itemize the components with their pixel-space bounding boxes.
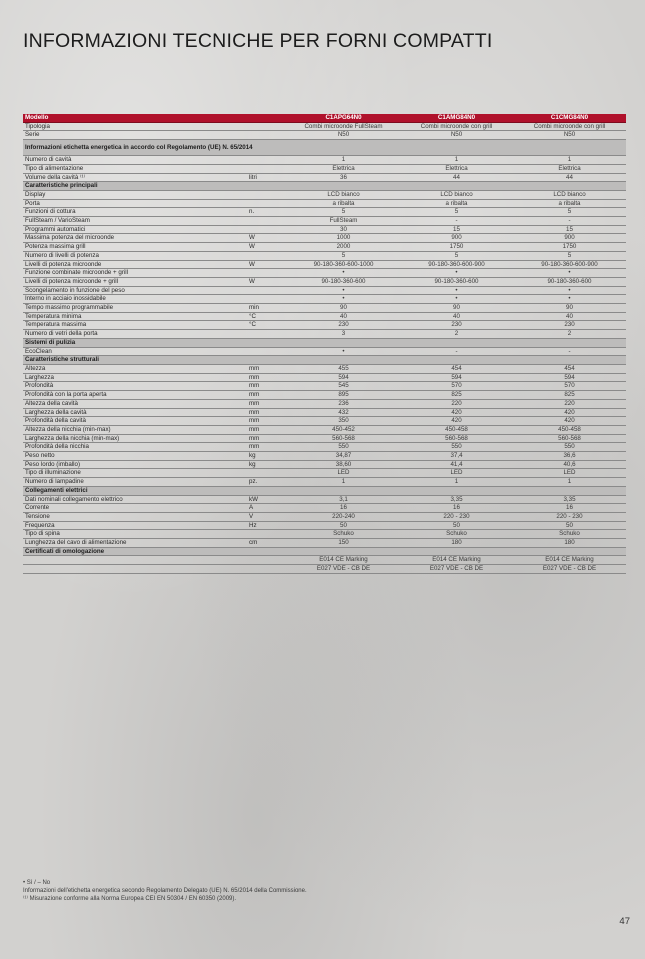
row-value: 560-568	[513, 434, 626, 443]
row-value: 1750	[400, 243, 513, 252]
row-unit: A	[247, 504, 287, 513]
row-value: 5	[287, 251, 400, 260]
table-row	[23, 565, 626, 574]
row-value: 570	[400, 382, 513, 391]
row-value: 230	[400, 321, 513, 330]
row-value: Combi microonde con grill	[513, 122, 626, 131]
row-value: 36,6	[513, 452, 626, 461]
row-value: LED	[400, 469, 513, 478]
table-row	[23, 391, 626, 400]
row-label: Numero di vetri della porta	[23, 330, 247, 339]
row-label: Potenza massima grill	[23, 243, 247, 252]
row-value: 37,4	[400, 452, 513, 461]
row-value: FullSteam	[287, 217, 400, 226]
row-value: 90	[287, 304, 400, 313]
table-row	[23, 199, 626, 208]
row-label: Numero di livelli di potenza	[23, 251, 247, 260]
row-value: 1	[400, 478, 513, 487]
row-value: 420	[513, 417, 626, 426]
row-value: 220-240	[287, 512, 400, 521]
row-label: Livelli di potenza microonde	[23, 260, 247, 269]
row-value: 3,1	[287, 495, 400, 504]
row-label: Tipo di alimentazione	[23, 164, 247, 173]
row-value: 44	[400, 173, 513, 182]
row-label: Serie	[23, 131, 247, 140]
section-header-row	[23, 182, 626, 191]
row-value: 900	[400, 234, 513, 243]
section-title: Sistemi di pulizia	[23, 338, 626, 347]
row-label: Programmi automatici	[23, 225, 247, 234]
row-unit: Hz	[247, 521, 287, 530]
row-unit: mm	[247, 382, 287, 391]
section-title: Certificati di omologazione	[23, 547, 626, 556]
row-value: N50	[513, 131, 626, 140]
row-value: 90-180-360-600-1000	[287, 260, 400, 269]
row-unit: W	[247, 260, 287, 269]
row-label: Altezza della cavità	[23, 399, 247, 408]
section-title: Caratteristiche strutturali	[23, 356, 626, 365]
row-value: 220	[400, 399, 513, 408]
header-label: Modello	[23, 114, 247, 122]
table-row	[23, 417, 626, 426]
row-value: 455	[287, 364, 400, 373]
row-unit	[247, 469, 287, 478]
table-row	[23, 164, 626, 173]
row-value: 90	[400, 304, 513, 313]
table-row	[23, 408, 626, 417]
row-value: 1	[287, 156, 400, 165]
table-row	[23, 208, 626, 217]
row-label: Temperatura minima	[23, 312, 247, 321]
table-row	[23, 530, 626, 539]
section-header-row	[23, 140, 626, 156]
row-value: 5	[513, 251, 626, 260]
row-value: •	[513, 269, 626, 278]
row-unit	[247, 251, 287, 260]
row-value: 432	[287, 408, 400, 417]
row-value: 40	[400, 312, 513, 321]
table-row	[23, 156, 626, 165]
row-value: a ribalta	[400, 199, 513, 208]
row-label: Numero di cavità	[23, 156, 247, 165]
table-row	[23, 512, 626, 521]
table-row	[23, 347, 626, 356]
row-unit	[247, 164, 287, 173]
row-value: 420	[400, 417, 513, 426]
row-unit	[247, 122, 287, 131]
row-value: LCD bianco	[400, 190, 513, 199]
row-label: Tempo massimo programmabile	[23, 304, 247, 313]
table-row	[23, 443, 626, 452]
row-value: 90	[513, 304, 626, 313]
row-value: 450-458	[400, 425, 513, 434]
table-row	[23, 312, 626, 321]
row-label: Volume della cavità ⁽¹⁾	[23, 173, 247, 182]
row-unit: mm	[247, 443, 287, 452]
table-row	[23, 321, 626, 330]
row-value: N50	[287, 131, 400, 140]
row-value: 570	[513, 382, 626, 391]
row-unit: litri	[247, 173, 287, 182]
row-unit: W	[247, 277, 287, 286]
row-value: 40	[513, 312, 626, 321]
table-row	[23, 269, 626, 278]
row-label: Peso netto	[23, 452, 247, 461]
row-unit	[247, 190, 287, 199]
row-unit	[247, 565, 287, 574]
row-value: 825	[513, 391, 626, 400]
model-name: C1CMG84N0	[513, 114, 626, 122]
row-value: 16	[513, 504, 626, 513]
row-label: Temperatura massima	[23, 321, 247, 330]
table-row	[23, 539, 626, 548]
table-row	[23, 286, 626, 295]
row-value: 3,35	[400, 495, 513, 504]
row-value: 545	[287, 382, 400, 391]
row-unit: W	[247, 243, 287, 252]
row-value: 16	[287, 504, 400, 513]
row-value: 1000	[287, 234, 400, 243]
row-label: Tensione	[23, 512, 247, 521]
page-number: 47	[619, 916, 630, 927]
row-label: Larghezza	[23, 373, 247, 382]
row-label: FullSteam / VarioSteam	[23, 217, 247, 226]
table-row	[23, 504, 626, 513]
row-unit	[247, 156, 287, 165]
row-value: Elettrica	[400, 164, 513, 173]
row-value: 1	[287, 478, 400, 487]
row-unit	[247, 556, 287, 565]
row-value: 1	[513, 156, 626, 165]
row-value: 90-180-360-600	[287, 277, 400, 286]
row-value: •	[287, 286, 400, 295]
row-value: 180	[513, 539, 626, 548]
row-value: LED	[287, 469, 400, 478]
footnote-line: Informazioni dell'etichetta energetica secondo Regolamento Delegato (UE) N. 65/2014 della Commissione.	[23, 888, 307, 894]
row-value: Schuko	[287, 530, 400, 539]
row-unit: mm	[247, 373, 287, 382]
row-unit: kg	[247, 460, 287, 469]
row-value: 220 - 230	[400, 512, 513, 521]
row-value: 1	[400, 156, 513, 165]
row-unit: kg	[247, 452, 287, 461]
section-title: Informazioni etichetta energetica in accordo col Regolamento (UE) N. 65/2014	[23, 140, 626, 156]
row-value: 41,4	[400, 460, 513, 469]
row-value: 594	[287, 373, 400, 382]
row-value: 90-180-360-600	[513, 277, 626, 286]
row-value: 5	[400, 251, 513, 260]
table-row	[23, 521, 626, 530]
table-row	[23, 364, 626, 373]
row-value: 2000	[287, 243, 400, 252]
row-label: Dati nominali collegamento elettrico	[23, 495, 247, 504]
row-value: 350	[287, 417, 400, 426]
row-label: Larghezza della cavità	[23, 408, 247, 417]
row-value: 50	[287, 521, 400, 530]
table-row	[23, 330, 626, 339]
row-unit: mm	[247, 417, 287, 426]
table-row	[23, 425, 626, 434]
row-value: Schuko	[400, 530, 513, 539]
row-value: 40,6	[513, 460, 626, 469]
row-value: 5	[513, 208, 626, 217]
row-value: 40	[287, 312, 400, 321]
row-value: 420	[513, 408, 626, 417]
row-label: Tipologia	[23, 122, 247, 131]
row-unit: °C	[247, 321, 287, 330]
footnote-line: • Sì / – No	[23, 880, 51, 886]
section-header-row	[23, 486, 626, 495]
row-unit: W	[247, 234, 287, 243]
table-row	[23, 295, 626, 304]
table-row	[23, 173, 626, 182]
row-value: 454	[513, 364, 626, 373]
row-value: -	[513, 347, 626, 356]
row-value: -	[400, 347, 513, 356]
row-label: Lunghezza del cavo di alimentazione	[23, 539, 247, 548]
row-label: Interno in acciaio inossidabile	[23, 295, 247, 304]
row-value: 34,87	[287, 452, 400, 461]
row-value: 236	[287, 399, 400, 408]
row-label: Profondità della cavità	[23, 417, 247, 426]
row-value: Elettrica	[287, 164, 400, 173]
row-unit: mm	[247, 425, 287, 434]
table-row	[23, 460, 626, 469]
row-label	[23, 565, 247, 574]
row-label	[23, 556, 247, 565]
row-value: 2	[400, 330, 513, 339]
table-row	[23, 434, 626, 443]
row-label: Altezza	[23, 364, 247, 373]
row-unit	[247, 199, 287, 208]
row-value: •	[400, 269, 513, 278]
row-unit: mm	[247, 408, 287, 417]
table-row	[23, 382, 626, 391]
row-value: 44	[513, 173, 626, 182]
row-value: a ribalta	[513, 199, 626, 208]
row-value: 560-568	[287, 434, 400, 443]
row-value: E027 VDE - CB DE	[400, 565, 513, 574]
table-row	[23, 225, 626, 234]
row-value: E014 CE Marking	[287, 556, 400, 565]
row-value: Elettrica	[513, 164, 626, 173]
row-label: Massima potenza del microonde	[23, 234, 247, 243]
row-label: Profondità con la porta aperta	[23, 391, 247, 400]
row-unit	[247, 225, 287, 234]
row-label: Altezza della nicchia (min-max)	[23, 425, 247, 434]
table-row	[23, 373, 626, 382]
table-row	[23, 277, 626, 286]
row-value: •	[400, 286, 513, 295]
row-value: Combi microonde FullSteam	[287, 122, 400, 131]
row-value: E014 CE Marking	[513, 556, 626, 565]
row-value: LCD bianco	[287, 190, 400, 199]
table-row	[23, 122, 626, 131]
row-value: 3,35	[513, 495, 626, 504]
row-value: 15	[400, 225, 513, 234]
row-value: 550	[287, 443, 400, 452]
row-value: a ribalta	[287, 199, 400, 208]
row-label: Porta	[23, 199, 247, 208]
row-label: Profondità della nicchia	[23, 443, 247, 452]
row-label: Scongelamento in funzione del peso	[23, 286, 247, 295]
table-row	[23, 469, 626, 478]
row-value: 230	[513, 321, 626, 330]
row-unit	[247, 286, 287, 295]
row-value: 825	[400, 391, 513, 400]
row-value: 594	[513, 373, 626, 382]
row-value: LCD bianco	[513, 190, 626, 199]
table-row	[23, 190, 626, 199]
row-value: 220	[513, 399, 626, 408]
row-value: •	[513, 295, 626, 304]
row-label: EcoClean	[23, 347, 247, 356]
row-value: E014 CE Marking	[400, 556, 513, 565]
row-value: E027 VDE - CB DE	[513, 565, 626, 574]
row-value: •	[287, 295, 400, 304]
spec-table	[23, 114, 626, 574]
row-value: 15	[513, 225, 626, 234]
footnote-line: ⁽¹⁾ Misurazione conforme alla Norma Europea CEI EN 50304 / EN 60350 (2009).	[23, 896, 237, 902]
table-row	[23, 243, 626, 252]
row-value: •	[400, 295, 513, 304]
table-row	[23, 452, 626, 461]
header-unit	[247, 114, 287, 122]
row-value: 5	[400, 208, 513, 217]
table-row	[23, 251, 626, 260]
row-value: 150	[287, 539, 400, 548]
row-label: Tipo di spina	[23, 530, 247, 539]
row-value: 550	[513, 443, 626, 452]
section-title: Collegamenti elettrici	[23, 486, 626, 495]
row-value: 90-180-360-600-900	[400, 260, 513, 269]
row-label: Corrente	[23, 504, 247, 513]
table-row	[23, 495, 626, 504]
model-name: C1AMG84N0	[400, 114, 513, 122]
row-value: 50	[513, 521, 626, 530]
section-header-row	[23, 356, 626, 365]
row-unit: mm	[247, 434, 287, 443]
row-unit	[247, 217, 287, 226]
row-value: -	[400, 217, 513, 226]
row-value: 420	[400, 408, 513, 417]
row-value: Combi microonde con grill	[400, 122, 513, 131]
row-value: 3	[287, 330, 400, 339]
row-value: N50	[400, 131, 513, 140]
row-unit: mm	[247, 399, 287, 408]
row-value: 90-180-360-600-900	[513, 260, 626, 269]
row-label: Funzioni di cottura	[23, 208, 247, 217]
table-row	[23, 131, 626, 140]
section-header-row	[23, 338, 626, 347]
row-unit: min	[247, 304, 287, 313]
model-name: C1APG64N0	[287, 114, 400, 122]
row-label: Tipo di illuminazione	[23, 469, 247, 478]
row-value: 454	[400, 364, 513, 373]
row-unit: V	[247, 512, 287, 521]
row-value: 30	[287, 225, 400, 234]
row-unit: kW	[247, 495, 287, 504]
table-row	[23, 399, 626, 408]
row-value: 50	[400, 521, 513, 530]
row-unit	[247, 269, 287, 278]
row-unit: cm	[247, 539, 287, 548]
footnotes	[23, 879, 583, 903]
row-value: 220 - 230	[513, 512, 626, 521]
row-value: -	[513, 217, 626, 226]
row-unit: °C	[247, 312, 287, 321]
section-header-row	[23, 547, 626, 556]
row-unit: n.	[247, 208, 287, 217]
row-value: 230	[287, 321, 400, 330]
row-unit	[247, 530, 287, 539]
table-row	[23, 478, 626, 487]
row-label: Display	[23, 190, 247, 199]
row-value: 560-568	[400, 434, 513, 443]
row-label: Profondità	[23, 382, 247, 391]
row-value: 36	[287, 173, 400, 182]
row-value: 594	[400, 373, 513, 382]
row-label: Frequenza	[23, 521, 247, 530]
table-row	[23, 304, 626, 313]
row-unit	[247, 330, 287, 339]
row-value: 38,60	[287, 460, 400, 469]
table-row	[23, 234, 626, 243]
row-value: •	[287, 347, 400, 356]
section-title: Caratteristiche principali	[23, 182, 626, 191]
row-value: 5	[287, 208, 400, 217]
row-value: 90-180-360-600	[400, 277, 513, 286]
row-value: 900	[513, 234, 626, 243]
row-value: LED	[513, 469, 626, 478]
row-value: Schuko	[513, 530, 626, 539]
table-row	[23, 217, 626, 226]
page-title: INFORMAZIONI TECNICHE PER FORNI COMPATTI	[23, 30, 493, 52]
row-label: Numero di lampadine	[23, 478, 247, 487]
row-label: Livelli di potenza microonde + grill	[23, 277, 247, 286]
row-unit	[247, 295, 287, 304]
row-unit	[247, 131, 287, 140]
row-value: •	[513, 286, 626, 295]
row-unit	[247, 347, 287, 356]
row-value: 450-458	[513, 425, 626, 434]
row-value: •	[287, 269, 400, 278]
row-value: 550	[400, 443, 513, 452]
table-row	[23, 260, 626, 269]
row-unit: mm	[247, 391, 287, 400]
row-value: 16	[400, 504, 513, 513]
table-row	[23, 556, 626, 565]
row-unit: mm	[247, 364, 287, 373]
row-label: Peso lordo (imballo)	[23, 460, 247, 469]
row-label: Larghezza della nicchia (min-max)	[23, 434, 247, 443]
row-value: 450-452	[287, 425, 400, 434]
row-value: 1750	[513, 243, 626, 252]
row-unit: pz.	[247, 478, 287, 487]
row-value: 180	[400, 539, 513, 548]
row-value: 1	[513, 478, 626, 487]
table-header-row	[23, 114, 626, 122]
row-value: 895	[287, 391, 400, 400]
row-value: E027 VDE - CB DE	[287, 565, 400, 574]
row-label: Funzione combinate microonde + grill	[23, 269, 247, 278]
row-value: 2	[513, 330, 626, 339]
